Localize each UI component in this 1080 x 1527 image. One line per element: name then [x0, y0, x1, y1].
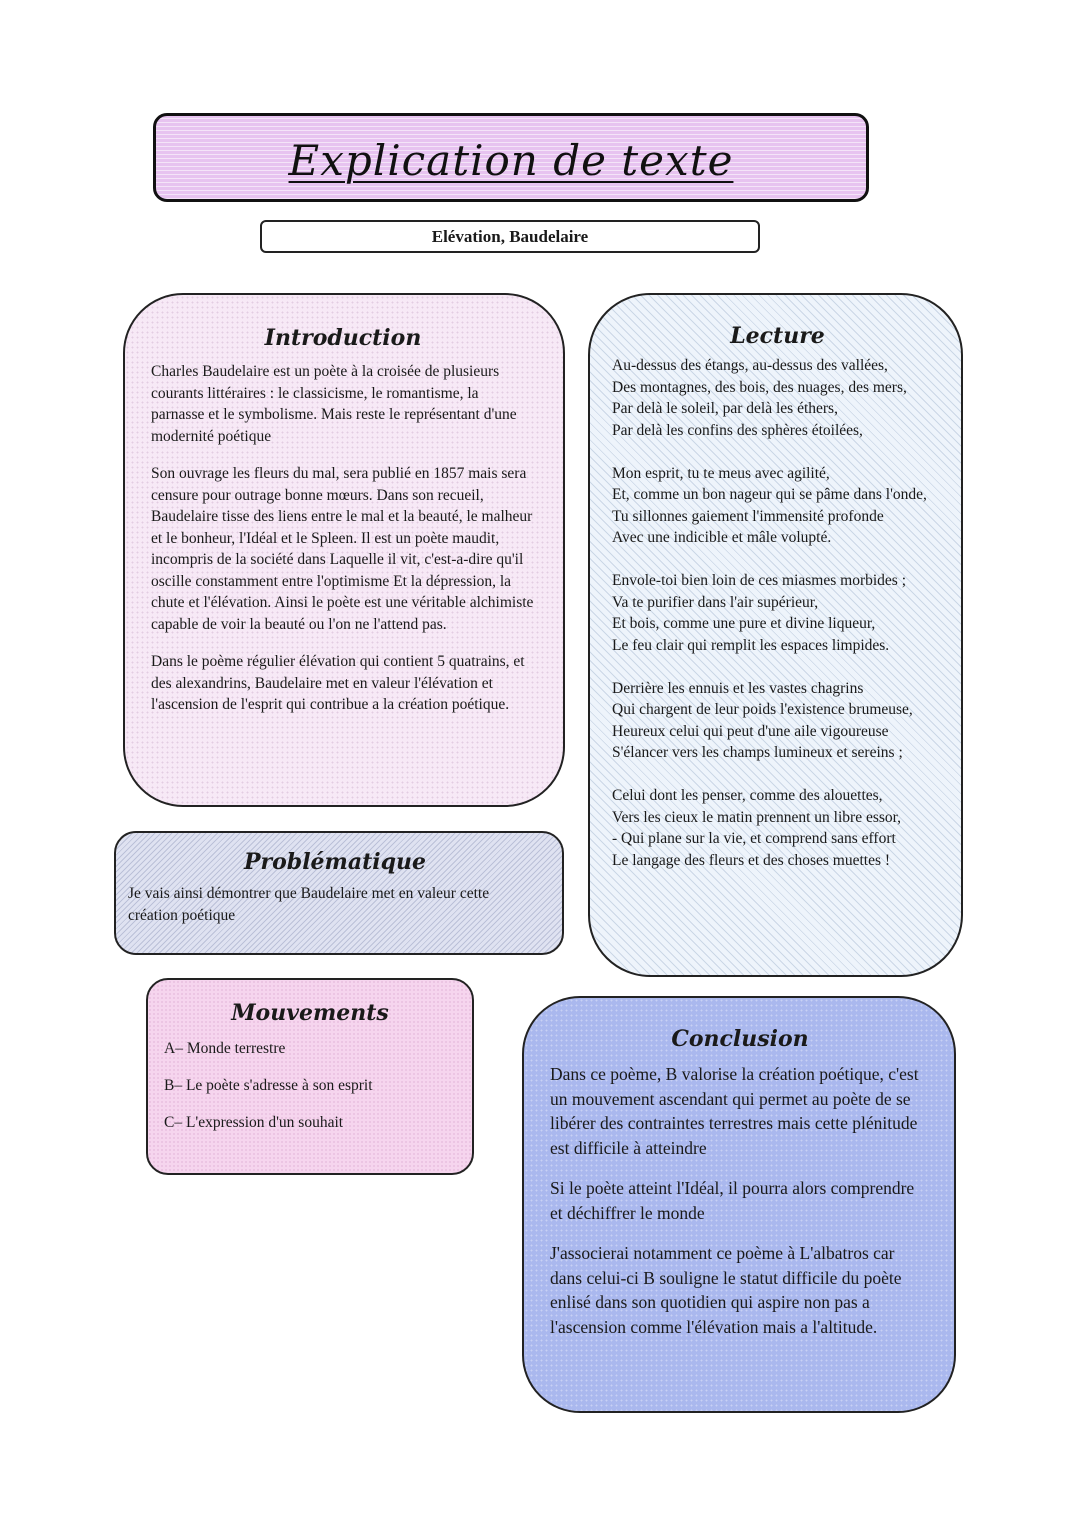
poem-line: Derrière les ennuis et les vastes chagrins [612, 679, 864, 697]
title-banner [153, 113, 869, 202]
poem-line: Et, comme un bon nageur qui se pâme dans l'onde, [612, 486, 927, 503]
poem-line: S'élancer vers les champs lumineux et sereins ; [612, 744, 903, 761]
introduction-paragraph: Son ouvrage les fleurs du mal, sera publié en 1857 mais sera censure pour outrage bonne mœurs. Dans son recueil, Baudelaire tisse des liens entre le mal et la beauté, le malheur et le bonheur, l'Idéal et le Spleen. Il est un poète maudit, incompris de la société dans Laquelle il vit, c'est-a-dire qu'il oscille constamment entre l'optimisme Et la dépression, la chute et l'élévation. Ainsi le poète est une véritable alchimiste capable de voir la beauté ou l'on ne l'attend pas. [151, 465, 534, 633]
poem-stanza [612, 785, 943, 871]
poem-line: Des montagnes, des bois, des nuages, des mers, [612, 378, 907, 396]
mouvement-item: C– L'expression d'un souhait [164, 1114, 344, 1131]
introduction-paragraph: Dans le poème régulier élévation qui contient 5 quatrains, et des alexandrins, Baudelaire met en valeur l'élévation et l'ascension de l'esprit qui contribue a la création poétique. [151, 653, 525, 713]
introduction-panel [123, 293, 565, 807]
problematique-heading: Problématique [244, 849, 426, 875]
poem-line: Va te purifier dans l'air supérieur, [612, 593, 819, 611]
problematique-text: Je vais ainsi démontrer que Baudelaire met en valeur cette création poétique [128, 885, 490, 924]
poem-stanza [612, 355, 943, 441]
subtitle: Elévation, Baudelaire [260, 220, 760, 253]
poem-line: Envole-toi bien loin de ces miasmes morbides ; [612, 572, 907, 589]
poem-line: Avec une indicible et mâle volupté. [612, 529, 832, 546]
poem-line: Vers les cieux le matin prennent un libre essor, [612, 808, 902, 826]
conclusion-panel [522, 996, 956, 1413]
conclusion-paragraph: Dans ce poème, B valorise la création poétique, c'est un mouvement ascendant qui permet au poète de se libérer des contraintes terrestres mais cette plénitude est difficile à atteindre [550, 1064, 919, 1158]
introduction-heading: Introduction [264, 325, 422, 351]
poem-stanza [612, 678, 943, 764]
mouvements-heading: Mouvements [231, 1000, 389, 1026]
mouvements-panel [146, 978, 474, 1175]
problematique-panel [114, 831, 564, 955]
mouvement-item: A– Monde terrestre [164, 1040, 286, 1057]
poem-line: Le feu clair qui remplit les espaces limpides. [612, 636, 890, 654]
poem-stanza [612, 463, 943, 549]
conclusion-paragraph: Si le poète atteint l'Idéal, il pourra alors comprendre et déchiffrer le monde [550, 1178, 915, 1223]
conclusion-heading: Conclusion [671, 1026, 809, 1052]
poem-line: - Qui plane sur la vie, et comprend sans effort [612, 830, 896, 847]
poem-line: Par delà les confins des sphères étoilées, [612, 421, 863, 439]
poem-line: Qui chargent de leur poids l'existence brumeuse, [612, 701, 913, 718]
lecture-heading: Lecture [730, 323, 825, 349]
poem-line: Celui dont les penser, comme des alouettes, [612, 787, 883, 804]
poem-line: Tu sillonnes gaiement l'immensité profonde [612, 507, 884, 525]
poem-line: Au-dessus des étangs, au-dessus des vallées, [612, 357, 888, 374]
poem-line: Heureux celui qui peut d'une aile vigoureuse [612, 722, 889, 740]
introduction-paragraph: Charles Baudelaire est un poète à la croisée de plusieurs courants littéraires : le classicisme, le romantisme, la parnasse et le symbolisme. Mais reste le représentant d'une modernité poétique [151, 363, 517, 445]
poem-line: Mon esprit, tu te meus avec agilité, [612, 464, 830, 482]
lecture-panel [588, 293, 963, 977]
poem-line: Et bois, comme une pure et divine liqueur, [612, 615, 876, 632]
page-title: Explication de texte [288, 136, 734, 185]
mouvement-item: B– Le poète s'adresse à son esprit [164, 1077, 373, 1094]
poem-stanza [612, 570, 943, 656]
conclusion-paragraph: J'associerai notamment ce poème à L'albatros car dans celui-ci B souligne le statut difficile du poète enlisé dans son quotidien qui aspire non pas a l'ascension comme l'élévation mais a l'altitude. [550, 1243, 902, 1337]
poem-line: Par delà le soleil, par delà les éthers, [612, 400, 838, 417]
poem-line: Le langage des fleurs et des choses muettes ! [612, 851, 891, 869]
